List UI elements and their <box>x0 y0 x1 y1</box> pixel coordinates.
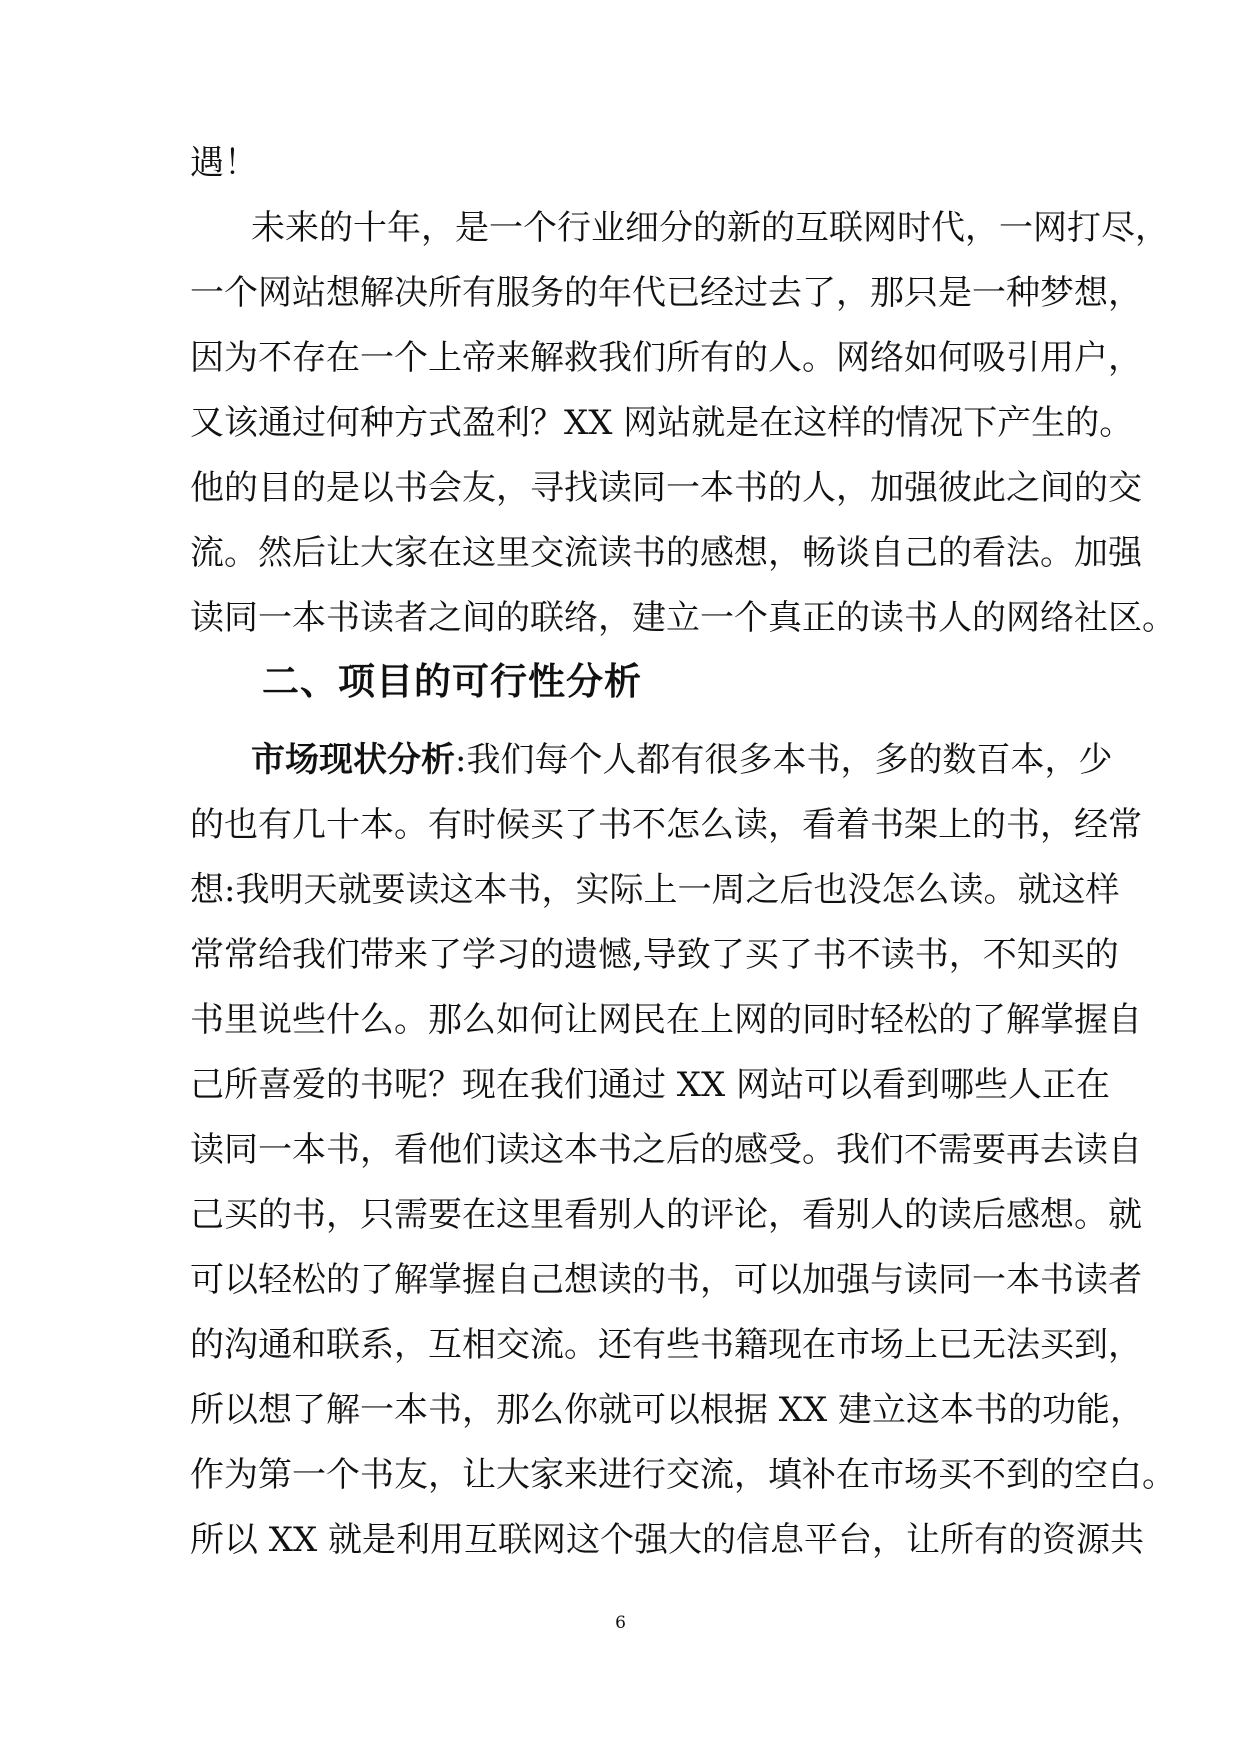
section-line-11: 作为第一个书友，让大家来进行交流，填补在市场买不到的空白。 <box>190 1455 1176 1495</box>
text-line-8: 读同一本书读者之间的联络，建立一个真正的读书人的网络社区。 <box>190 598 1176 638</box>
page-number: 6 <box>615 1613 626 1633</box>
section-line-4: 书里说些什么。那么如何让网民在上网的同时轻松的了解掌握自 <box>190 1000 1142 1040</box>
section-heading: 二、项目的可行性分析 <box>262 660 642 703</box>
section-line-6: 读同一本书，看他们读这本书之后的感受。我们不需要再去读自 <box>190 1130 1142 1170</box>
text-line-7: 流。然后让大家在这里交流读书的感想，畅谈自己的看法。加强 <box>190 533 1142 573</box>
section-first-line-rest: :我们每个人都有很多本书，多的数百本，少 <box>455 740 1113 780</box>
section-line-12: 所以 XX 就是利用互联网这个强大的信息平台，让所有的资源共 <box>190 1520 1145 1560</box>
section-line-5: 己所喜爱的书呢？现在我们通过 XX 网站可以看到哪些人正在 <box>190 1065 1111 1105</box>
section-label: 市场现状分析 <box>251 740 455 780</box>
text-line-6: 他的目的是以书会友，寻找读同一本书的人，加强彼此之间的交 <box>190 468 1142 508</box>
section-line-2: 想:我明天就要读这本书，实际上一周之后也没怎么读。就这样 <box>190 870 1120 910</box>
text-line-2: 未来的十年，是一个行业细分的新的互联网时代，一网打尽， <box>251 208 1169 248</box>
text-line-3: 一个网站想解决所有服务的年代已经过去了，那只是一种梦想， <box>190 273 1142 313</box>
section-first-line <box>251 740 1113 780</box>
section-line-9: 的沟通和联系，互相交流。还有些书籍现在市场上已无法买到， <box>190 1325 1142 1365</box>
section-line-10: 所以想了解一本书，那么你就可以根据 XX 建立这本书的功能， <box>190 1390 1145 1430</box>
section-line-3: 常常给我们带来了学习的遗憾,导致了买了书不读书，不知买的 <box>190 935 1119 975</box>
text-line-1: 遇！ <box>190 143 258 183</box>
section-line-7: 己买的书，只需要在这里看别人的评论，看别人的读后感想。就 <box>190 1195 1142 1235</box>
text-line-4: 因为不存在一个上帝来解救我们所有的人。网络如何吸引用户， <box>190 338 1142 378</box>
section-line-8: 可以轻松的了解掌握自己想读的书，可以加强与读同一本书读者 <box>190 1260 1142 1300</box>
text-line-5: 又该通过何种方式盈利？XX 网站就是在这样的情况下产生的。 <box>190 403 1134 443</box>
section-line-1: 的也有几十本。有时候买了书不怎么读，看着书架上的书，经常 <box>190 805 1142 845</box>
